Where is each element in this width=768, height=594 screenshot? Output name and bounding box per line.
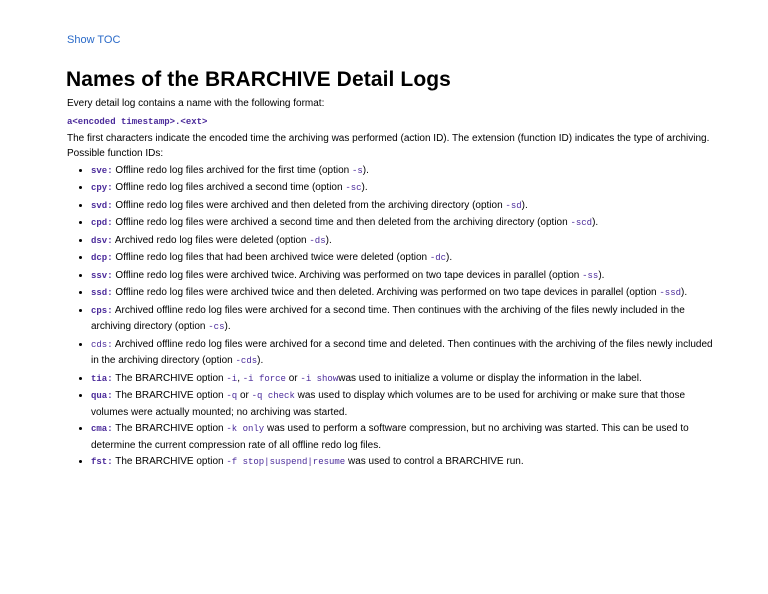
function-id-item: • cpy: Offline redo log files archived a second time (option -sc). xyxy=(91,180,717,197)
function-id-code: ssv: xyxy=(91,270,113,281)
description-paragraph: The first characters indicate the encoded time the archiving was performed (action ID). The extension (function ID) indicates the type of archiving. xyxy=(67,132,710,144)
function-id-code: cpd: xyxy=(91,218,113,228)
function-id-code: cma: xyxy=(91,424,113,434)
show-toc-link[interactable]: Show TOC xyxy=(67,34,121,46)
option-code: -dc xyxy=(429,253,447,263)
function-id-item: • svd: Offline redo log files were archived and then deleted from the archiving directory (option -sd). xyxy=(91,198,717,215)
function-id-code: ssd: xyxy=(91,288,113,298)
function-id-item: • cds: Archived offline redo log files were archived for a second time and deleted. Then continues with the archiving of the files newly included in the archiving directory (option -cds). xyxy=(91,337,717,370)
function-id-code: cps: xyxy=(91,305,113,316)
function-id-code: svd: xyxy=(91,200,113,211)
function-id-code: fst: xyxy=(91,457,113,467)
function-id-item: • cpd: Offline redo log files were archived a second time and then deleted from the archiving directory (option -scd). xyxy=(91,215,717,232)
function-id-item: • tia: The BRARCHIVE option -i, -i force or -i showwas used to initialize a volume or display the information in the label. xyxy=(91,371,717,388)
function-id-item: • dcp: Offline redo log files that had been archived twice were deleted (option -dc). xyxy=(91,250,717,267)
function-id-code: cpy: xyxy=(91,183,113,193)
function-id-code: tia: xyxy=(91,373,113,384)
option-code: -sc xyxy=(345,183,362,193)
option-code: -i force xyxy=(242,373,286,384)
function-id-item: • ssd: Offline redo log files were archived twice and then deleted. Archiving was performed on two tape devices in parallel (option -ssd). xyxy=(91,285,717,302)
option-code: -s xyxy=(351,165,363,176)
option-code: -scd xyxy=(570,218,593,228)
function-id-code: dsv: xyxy=(91,235,113,246)
option-code: -k only xyxy=(226,424,265,434)
function-id-item: • cma: The BRARCHIVE option -k only was used to perform a software compression, but no archiving was started. This can be used to determine the current compression rate of all offline redo log files. xyxy=(91,421,717,453)
function-id-code: sve: xyxy=(91,165,113,176)
page-title: Names of the BRARCHIVE Detail Logs xyxy=(66,68,451,91)
option-code: -ssd xyxy=(659,288,682,298)
option-code: -f stop|suspend|resume xyxy=(226,457,346,467)
option-code: -cs xyxy=(208,322,225,332)
function-id-item: • cps: Archived offline redo log files were archived for a second time. Then continues with the archiving of the files newly included in the archiving directory (option -cs). xyxy=(91,303,717,336)
option-code: -i show xyxy=(300,373,339,384)
function-id-item: • fst: The BRARCHIVE option -f stop|suspend|resume was used to control a BRARCHIVE run. xyxy=(91,454,717,471)
option-code: -ss xyxy=(582,270,599,281)
function-id-item: • ssv: Offline redo log files were archived twice. Archiving was performed on two tape devices in parallel (option -ss). xyxy=(91,268,717,285)
option-code: -sd xyxy=(505,200,522,211)
function-id-item: • qua: The BRARCHIVE option -q or -q check was used to display which volumes are to be used for archiving or make sure that those volumes were actually mounted; no archiving was started. xyxy=(91,388,717,420)
function-id-list xyxy=(67,163,717,471)
option-code: -cds xyxy=(235,356,258,366)
function-id-code: cds: xyxy=(91,339,113,350)
document-page xyxy=(67,30,717,472)
option-code: -q xyxy=(226,391,238,401)
function-ids-label: Possible function IDs: xyxy=(67,148,164,159)
function-id-item: • sve: Offline redo log files archived for the first time (option -s). xyxy=(91,163,717,180)
option-code: -ds xyxy=(309,235,326,246)
function-id-code: dcp: xyxy=(91,253,113,263)
option-code: -i xyxy=(226,373,238,384)
option-code: -q check xyxy=(251,391,295,401)
function-id-item: • dsv: Archived redo log files were deleted (option -ds). xyxy=(91,233,717,250)
function-id-code: qua: xyxy=(91,391,113,401)
name-format: a<encoded timestamp>.<ext> xyxy=(67,116,208,127)
intro-paragraph: Every detail log contains a name with the following format: xyxy=(67,98,325,109)
